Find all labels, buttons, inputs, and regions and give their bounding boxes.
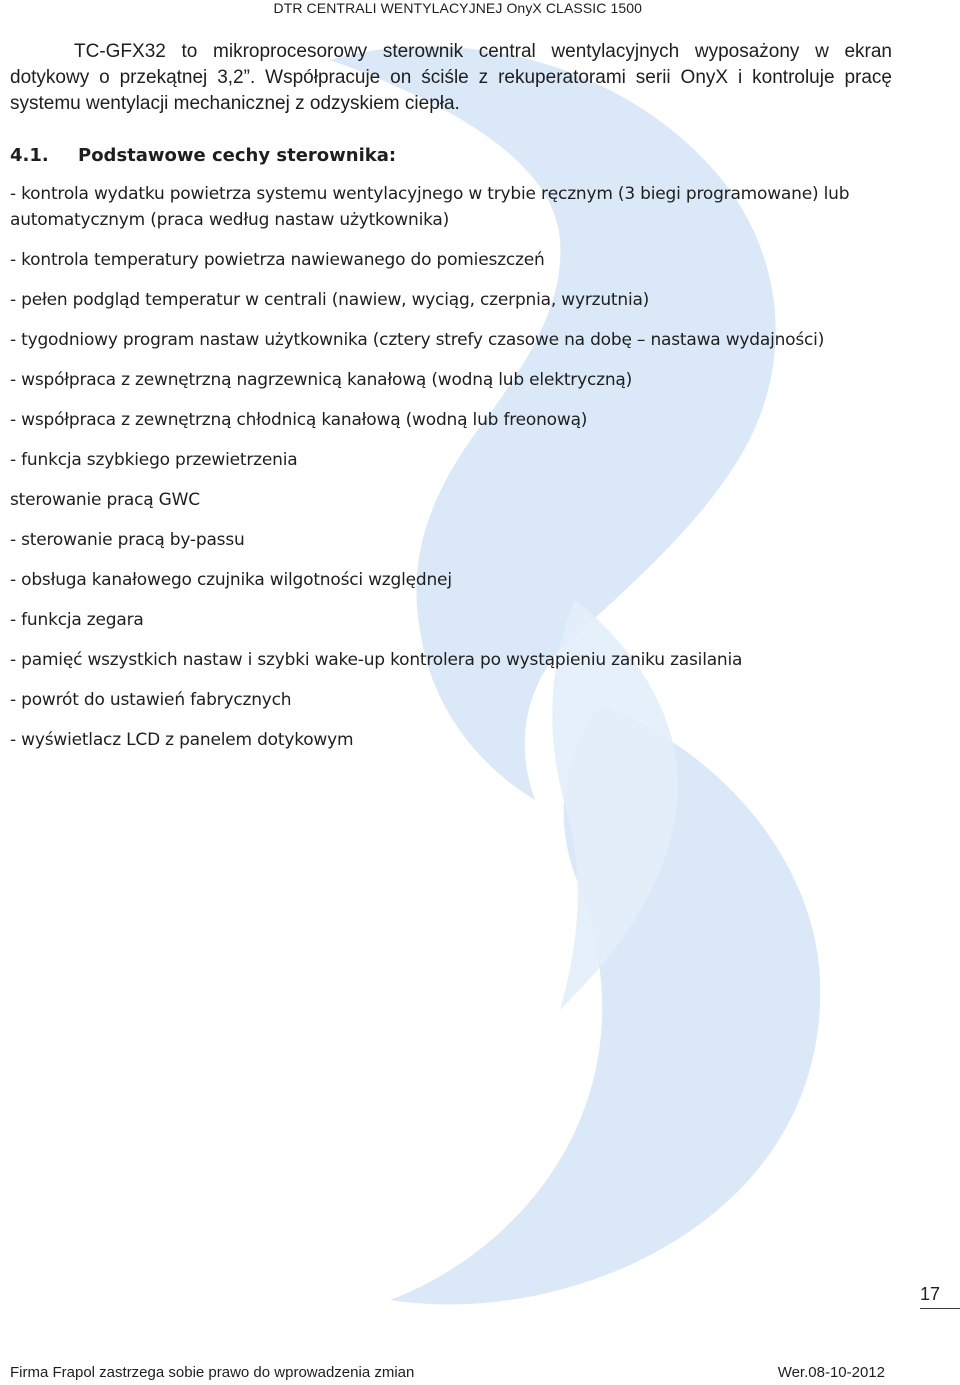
feature-item: - kontrola wydatku powietrza systemu wentylacyjnego w trybie ręcznym (3 biegi programowane) lub automatycznym (praca według nastaw użytkownika) <box>10 184 850 230</box>
feature-item: - sterowanie pracą by-passu <box>10 530 245 550</box>
page-number: 17 <box>920 1282 960 1309</box>
feature-item: - kontrola temperatury powietrza nawiewanego do pomieszczeń <box>10 250 545 270</box>
feature-item: sterowanie pracą GWC <box>10 490 200 510</box>
feature-item: - funkcja zegara <box>10 610 144 630</box>
feature-list <box>10 181 910 767</box>
feature-item: - tygodniowy program nastaw użytkownika (cztery strefy czasowe na dobę – nastawa wydajności) <box>10 330 825 350</box>
feature-item: - funkcja szybkiego przewietrzenia <box>10 450 298 470</box>
feature-item: - współpraca z zewnętrzną nagrzewnicą kanałową (wodną lub elektryczną) <box>10 370 633 390</box>
feature-item: - wyświetlacz LCD z panelem dotykowym <box>10 730 354 750</box>
page-footer <box>10 1364 885 1382</box>
section-number: 4.1. <box>10 145 49 166</box>
feature-item: - współpraca z zewnętrzną chłodnicą kanałową (wodną lub freonową) <box>10 410 588 430</box>
feature-item: - pamięć wszystkich nastaw i szybki wake-up kontrolera po wystąpieniu zaniku zasilania <box>10 650 743 670</box>
feature-item: - powrót do ustawień fabrycznych <box>10 690 292 710</box>
document-header-title: DTR CENTRALI WENTYLACYJNEJ OnyX CLASSIC 1500 <box>273 0 642 16</box>
feature-item: - pełen podgląd temperatur w centrali (nawiew, wyciąg, czerpnia, wyrzutnia) <box>10 290 650 310</box>
section-title: Podstawowe cechy sterownika: <box>78 145 397 166</box>
intro-paragraph: TC-GFX32 to mikroprocesorowy sterownik central wentylacyjnych wyposażony w ekran dotykowy o przekątnej 3,2”. Współpracuje on ściśle z rekuperatorami serii OnyX i kontroluje pracę systemu wentylacji mechanicznej z odzyskiem ciepła. <box>10 41 892 114</box>
section-heading <box>10 143 396 169</box>
feature-item: - obsługa kanałowego czujnika wilgotności względnej <box>10 570 452 590</box>
footer-version: Wer.08-10-2012 <box>777 1364 885 1381</box>
footer-disclaimer: Firma Frapol zastrzega sobie prawo do wprowadzenia zmian <box>10 1364 415 1381</box>
